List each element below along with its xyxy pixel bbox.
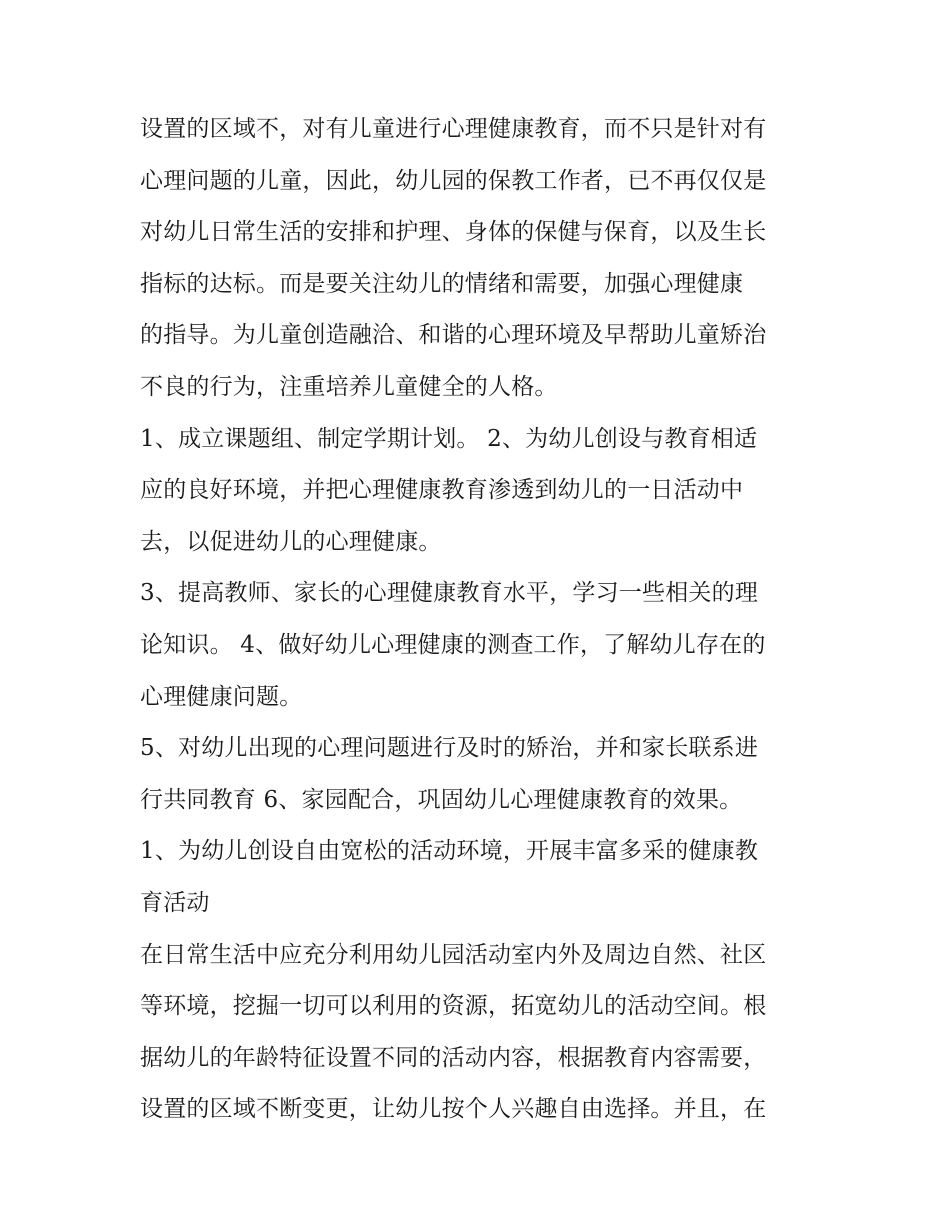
text-line: 心理问题的儿童，因此，幼儿园的保教工作者，已不再仅仅是 <box>140 167 767 194</box>
text-line: 设置的区域不断变更，让幼儿按个人兴趣自由选择。并且，在 <box>140 1096 767 1123</box>
text-line: 1、成立课题组、制定学期计划。 2、为幼儿创设与教育相适 <box>140 425 758 452</box>
text-line: 不良的行为，注重培养儿童健全的人格。 <box>140 373 558 400</box>
text-line: 应的良好环境，并把心理健康教育渗透到幼儿的一日活动中 <box>140 477 744 504</box>
document-page <box>140 104 820 1136</box>
text-line: 3、提高教师、家长的心理健康教育水平，学习一些相关的理 <box>140 580 759 607</box>
text-line: 设置的区域不，对有儿童进行心理健康教育，而不只是针对有 <box>140 116 767 142</box>
text-line: 去，以促进幼儿的心理健康。 <box>140 528 442 555</box>
text-line: 指标的达标。而是要关注幼儿的情绪和需要，加强心理健康 <box>140 270 744 297</box>
text-line: 的指导。为儿童创造融洽、和谐的心理环境及早帮助儿童矫治 <box>140 322 767 349</box>
text-line: 据幼儿的年龄特征设置不同的活动内容，根据教育内容需要， <box>140 1044 767 1071</box>
text-line: 等环境，挖掘一切可以利用的资源，拓宽幼儿的活动空间。根 <box>140 993 767 1020</box>
text-line: 1、为幼儿创设自由宽松的活动环境，开展丰富多采的健康教 <box>140 838 759 865</box>
text-line: 对幼儿日常生活的安排和护理、身体的保健与保育，以及生长 <box>140 219 767 246</box>
text-line: 在日常生活中应充分利用幼儿园活动室内外及周边自然、社区 <box>140 941 767 968</box>
text-line: 行共同教育 6、家园配合，巩固幼儿心理健康教育的效果。 <box>140 786 743 813</box>
text-line: 论知识。 4、做好幼儿心理健康的测查工作，了解幼儿存在的 <box>140 631 766 658</box>
text-line: 育活动 <box>140 889 210 916</box>
text-line: 心理健康问题。 <box>140 683 303 710</box>
text-line: 5、对幼儿出现的心理问题进行及时的矫治，并和家长联系进 <box>140 735 759 762</box>
